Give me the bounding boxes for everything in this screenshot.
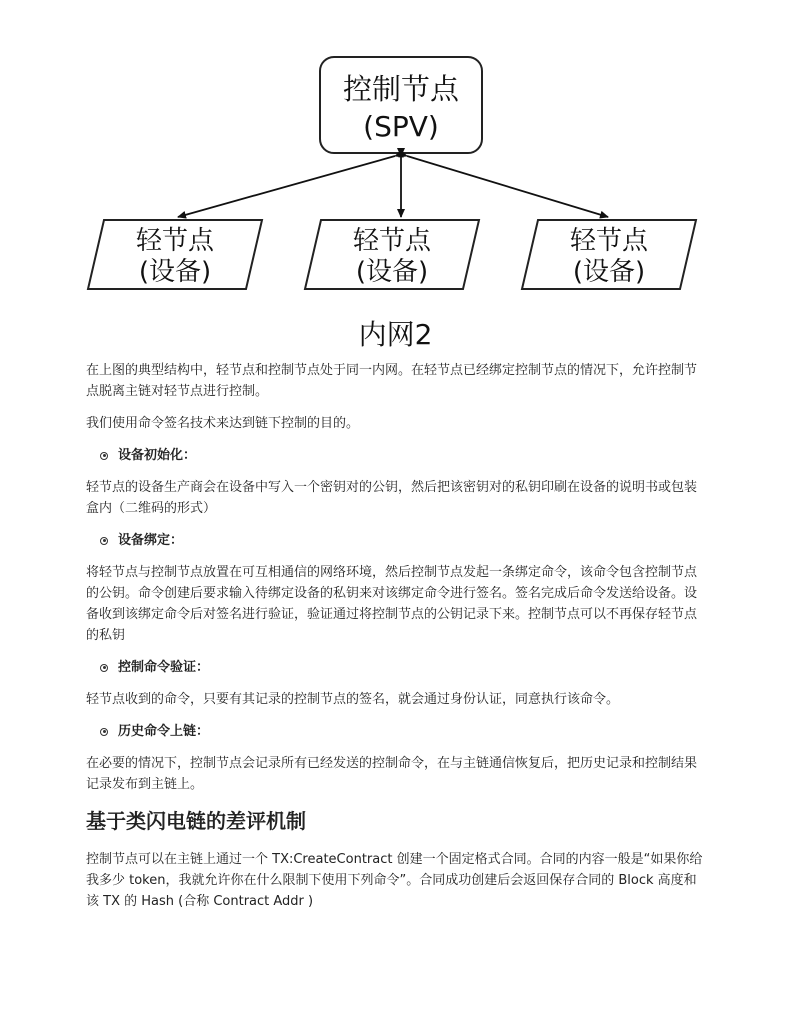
step-paragraph: 在必要的情况下，控制节点会记录所有已经发送的控制命令，在与主链通信恢复后，把历史记录和控制结果记录发布到主链上。 [86, 756, 698, 792]
diagram-caption: 内网2 [358, 318, 433, 351]
arrow-to-light-node-left [178, 156, 395, 217]
step-heading [86, 445, 708, 466]
step-paragraph: 将轻节点与控制节点放置在可互相通信的网络环境，然后控制节点发起一条绑定命令，该命令包含控制节点的公钥。命令创建后要求输入待绑定设备的私钥来对该绑定命令进行签名。签名完成后命令发送给设备。设备收到该绑定命令后对签名进行验证，验证通过将控制节点的公钥记录下来。控制节点可以不再保存轻节点的私钥 [86, 565, 698, 643]
section-paragraph: 控制节点可以在主链上通过一个 TX:CreateContract 创建一个固定格式合同。合同的内容一般是“如果你给我多少 token，我就允许你在什么限制下使用下列命令”。合同成功创建后会返回保存合同的 Block 高度和该 TX 的 Hash (合称 Contract Addr ) [86, 852, 703, 909]
section-heading: 基于类闪电链的差评机制 [86, 809, 306, 833]
light-node-sublabel: (设备) [572, 257, 646, 287]
light-node-sublabel: (设备) [138, 257, 212, 287]
network-diagram [0, 0, 791, 310]
step-title: 设备初始化： [118, 448, 197, 463]
step-title: 历史命令上链： [118, 724, 210, 739]
step-heading [86, 657, 708, 678]
step-paragraph: 轻节点的设备生产商会在设备中写入一个密钥对的公钥，然后把该密钥对的私钥印刷在设备的说明书或包装盒内（二维码的形式） [86, 480, 698, 516]
light-node-label: 轻节点 [352, 226, 432, 256]
bullet-icon [100, 537, 108, 545]
light-node-label: 轻节点 [569, 226, 649, 256]
step-paragraph: 轻节点收到的命令，只要有其记录的控制节点的签名，就会通过身份认证，同意执行该命令。 [86, 692, 620, 707]
bullet-icon [100, 452, 108, 460]
light-node-label: 轻节点 [135, 226, 215, 256]
step-heading [86, 530, 708, 551]
bullet-icon [100, 728, 108, 736]
method-paragraph: 我们使用命令签名技术来达到链下控制的目的。 [86, 416, 360, 431]
arrow-to-light-node-right [407, 156, 608, 217]
step-title: 设备绑定： [118, 533, 184, 548]
step-title: 控制命令验证： [118, 660, 210, 675]
intro-paragraph: 在上图的典型结构中，轻节点和控制节点处于同一内网。在轻节点已经绑定控制节点的情况下，允许控制节点脱离主链对轻节点进行控制。 [86, 363, 698, 399]
light-node-sublabel: (设备) [355, 257, 429, 287]
control-node-label: 控制节点 [342, 72, 460, 106]
article-body [86, 360, 708, 923]
control-node-sublabel: (SPV) [363, 110, 439, 143]
step-heading [86, 721, 708, 742]
bullet-icon [100, 664, 108, 672]
